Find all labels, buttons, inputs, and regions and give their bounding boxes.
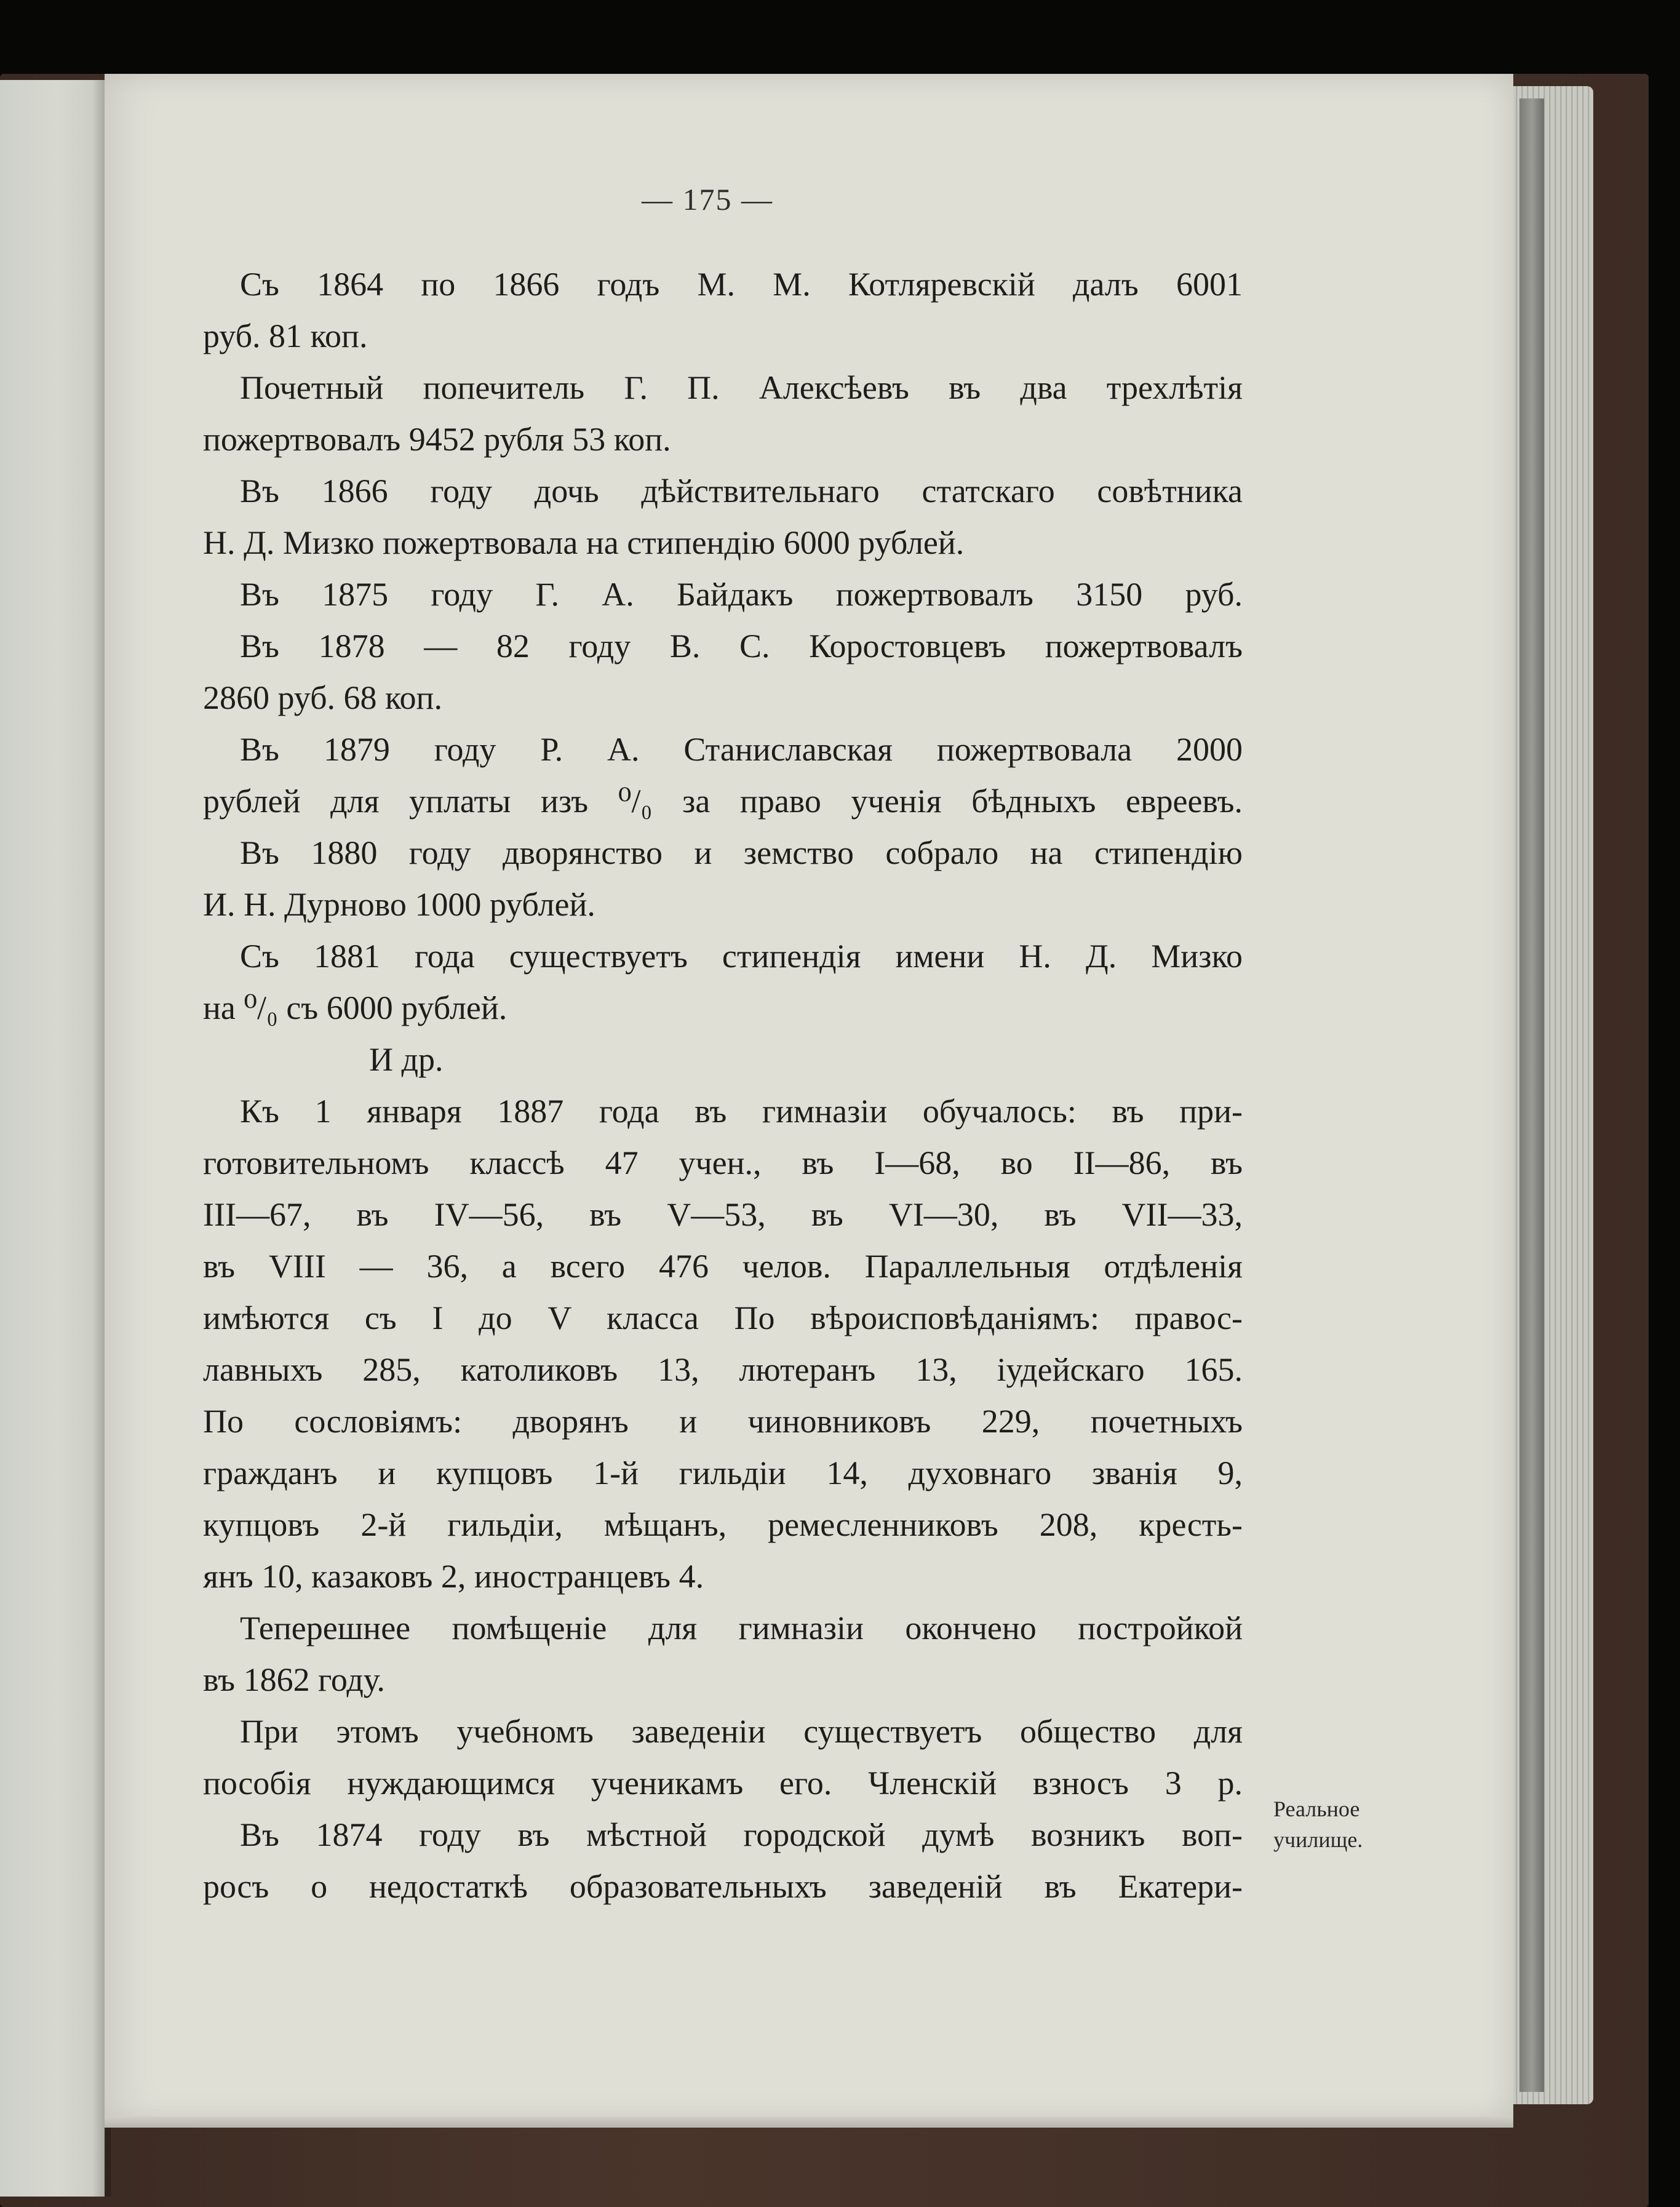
text-line: Въ 1866 году дочь дѣйствительнаго статскаго совѣтника <box>240 473 1243 509</box>
text-line: При этомъ учебномъ заведеніи существуетъ общество для <box>240 1713 1243 1750</box>
text-line: гражданъ и купцовъ 1-й гильдіи 14, духовнаго званія 9, <box>203 1455 1243 1491</box>
text-line: Съ 1881 года существуетъ стипендія имени Н. Д. Мизко <box>240 938 1243 975</box>
text-line: лавныхъ 285, католиковъ 13, лютеранъ 13, іудейскаго 165. <box>203 1351 1243 1388</box>
text-line: Съ 1864 по 1866 годъ М. М. Котляревскій далъ 6001 <box>240 266 1243 303</box>
text-line: имѣются съ I до V класса По вѣроисповѣданіямъ: правос- <box>203 1299 1243 1336</box>
text-line: Къ 1 января 1887 года въ гимназіи обучалось: въ при- <box>240 1093 1243 1130</box>
text-line: Въ 1879 году Р. А. Станиславская пожертвовала 2000 <box>240 731 1243 768</box>
margin-note-line: Реальное <box>1273 1797 1360 1821</box>
page-stack-shadow <box>1519 98 1544 2092</box>
text-line: III—67, въ IV—56, въ V—53, въ VI—30, въ VII—33, <box>203 1196 1243 1233</box>
margin-note-line: училище. <box>1273 1827 1363 1852</box>
text-line: пособія нуждающимся ученикамъ его. Членскій взносъ 3 р. <box>203 1765 1243 1802</box>
text-line: купцовъ 2-й гильдіи, мѣщанъ, ремесленниковъ 208, кресть- <box>203 1506 1243 1543</box>
text-line: И др. <box>369 1041 444 1078</box>
text-line: Н. Д. Мизко пожертвовала на стипендію 6000 рублей. <box>203 524 965 561</box>
page-bottom-edge <box>105 2117 1513 2128</box>
text-line: 2860 руб. 68 коп. <box>203 679 442 716</box>
text-line: въ VIII — 36, а всего 476 челов. Параллельныя отдѣленія <box>203 1248 1243 1285</box>
text-line: Въ 1875 году Г. А. Байдакъ пожертвовалъ 3150 руб. <box>240 576 1243 613</box>
text-line: рублей для уплаты изъ ⁰/₀ за право ученія бѣдныхъ евреевъ. <box>203 783 1243 820</box>
text-line: Почетный попечитель Г. П. Алексѣевъ въ два трехлѣтія <box>240 369 1243 406</box>
previous-page-edge <box>0 80 105 2197</box>
page-number: — 175 — <box>642 182 773 217</box>
text-line: Теперешнее помѣщеніе для гимназіи окончено постройкой <box>240 1610 1243 1646</box>
page-stack-edge <box>1501 86 1593 2104</box>
text-line: руб. 81 коп. <box>203 317 368 354</box>
text-line: Въ 1880 году дворянство и земство собрало на стипендію <box>240 834 1243 871</box>
margin-note <box>1273 1794 1363 1855</box>
text-line: И. Н. Дурново 1000 рублей. <box>203 886 595 923</box>
text-line: росъ о недостаткѣ образовательныхъ заведеній въ Екатери- <box>203 1868 1243 1905</box>
text-line: въ 1862 году. <box>203 1661 385 1698</box>
text-line: янъ 10, казаковъ 2, иностранцевъ 4. <box>203 1558 704 1595</box>
text-line: на ⁰/₀ съ 6000 рублей. <box>203 989 508 1026</box>
text-line: Въ 1878 — 82 году В. С. Коростовцевъ пожертвовалъ <box>240 628 1243 664</box>
text-line: По сословіямъ: дворянъ и чиновниковъ 229, почетныхъ <box>203 1403 1243 1440</box>
body-text <box>203 258 1243 1912</box>
text-line: готовительномъ классѣ 47 учен., въ I—68, во II—86, въ <box>203 1144 1243 1181</box>
text-line: пожертвовалъ 9452 рубля 53 коп. <box>203 421 671 458</box>
text-line: Въ 1874 году въ мѣстной городской думѣ возникъ воп- <box>240 1816 1243 1853</box>
